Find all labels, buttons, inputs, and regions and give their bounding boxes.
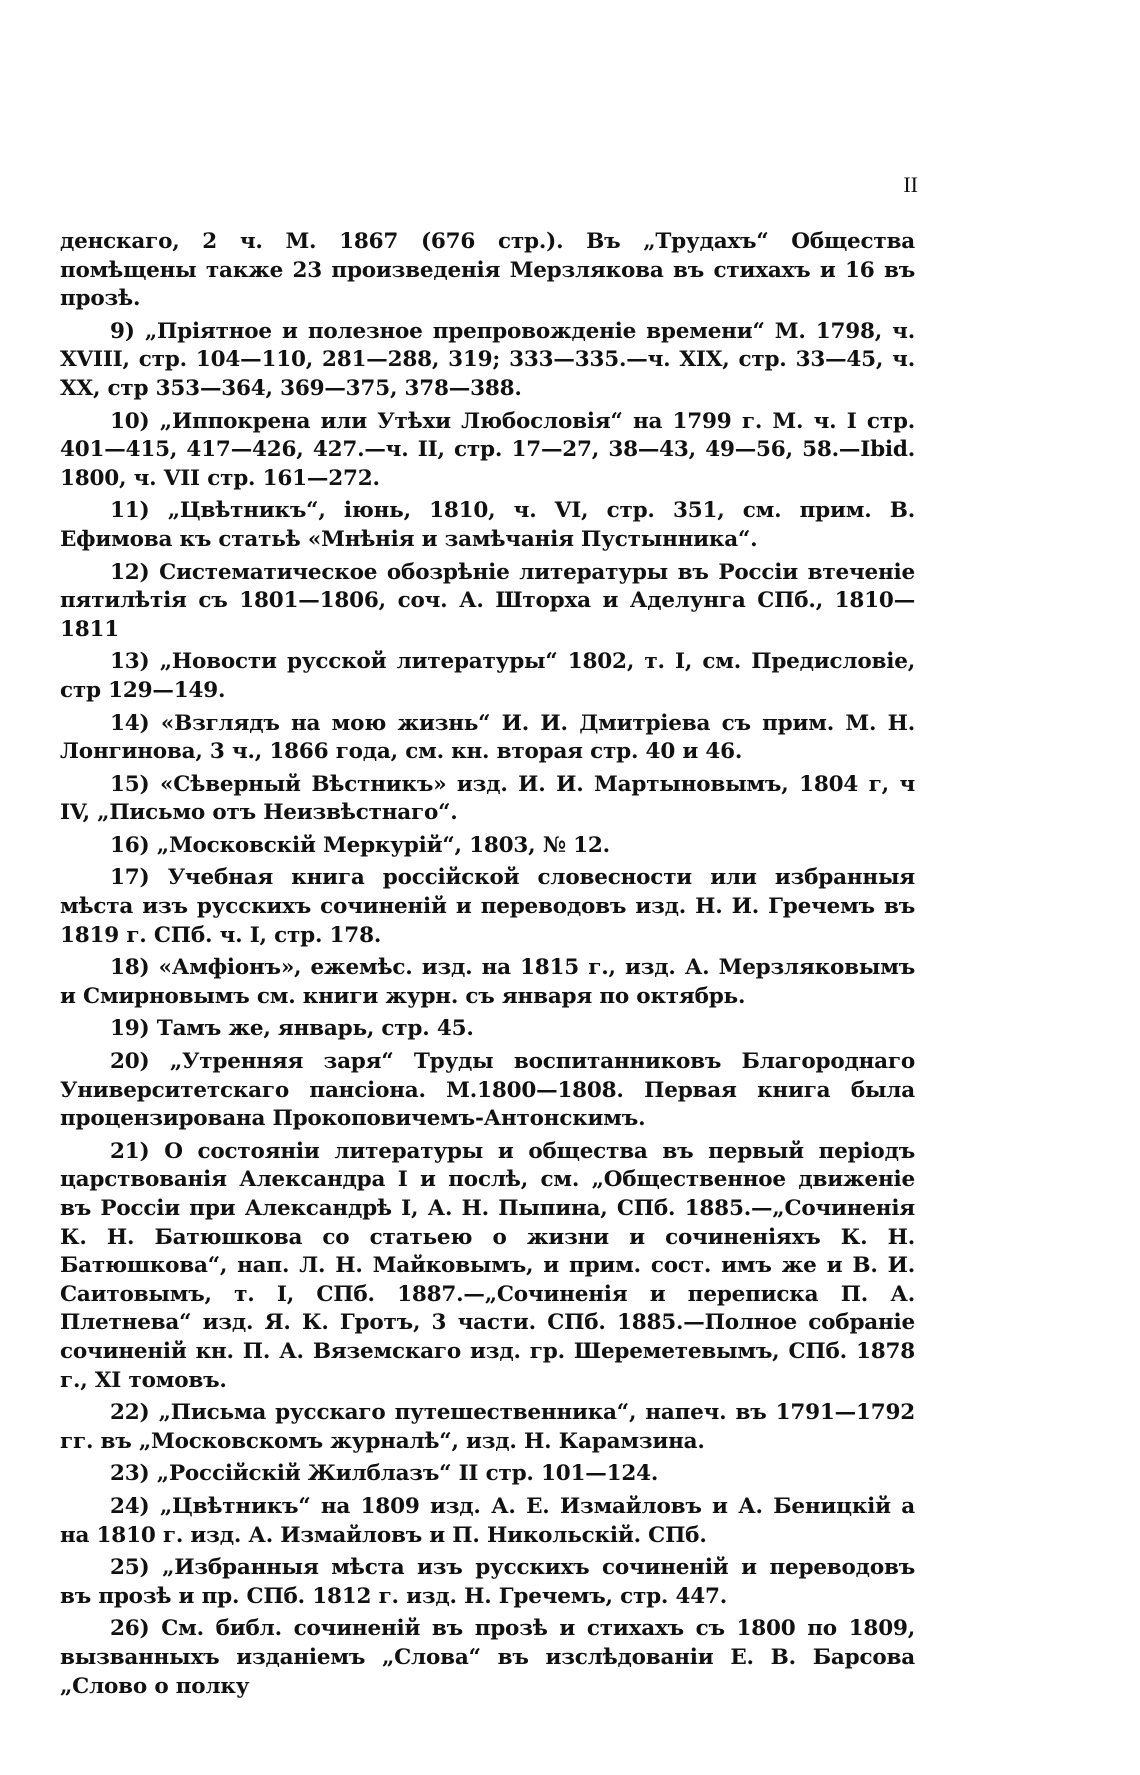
footnote-18: 18) «Амфіонъ», ежемѣс. изд. на 1815 г., изд. А. Мерзляковымъ и Смирновымъ см. книги журн. съ января по октябрь. bbox=[60, 955, 915, 1009]
footnote-10: 10) „Иппокрена или Утѣхи Любословія“ на 1799 г. М. ч. I стр. 401—415, 417—426, 427.—ч. II, стр. 17—27, 38—43, 49—56, 58.—Ibid. 1800, ч. VII стр. 161—272. bbox=[60, 408, 915, 491]
footnote-26: 26) См. библ. сочиненій въ прозѣ и стихахъ съ 1800 по 1809, вызванныхъ изданіемъ „Слова“ въ изслѣдованіи Е. В. Барсова „Слово о полку bbox=[60, 1616, 915, 1699]
footnote-15: 15) «Сѣверный Вѣстникъ» изд. И. И. Мартыновымъ, 1804 г, ч IV, „Письмо отъ Неизвѣстнаго“. bbox=[60, 771, 915, 826]
footnote-20: 20) „Утренняя заря“ Труды воспитанниковъ Благороднаго Университетскаго пансіона. М.1800—1808. Первая книга была процензирована Прокоповичемъ-Антонскимъ. bbox=[60, 1049, 915, 1132]
paragraph-continuation: денскаго, 2 ч. М. 1867 (676 стр.). Въ „Трудахъ“ Общества помѣщены также 23 произведенія Мерзлякова въ стихахъ и 16 въ прозѣ. bbox=[60, 229, 915, 312]
footnote-14: 14) «Взглядъ на мою жизнь“ И. И. Дмитріева съ прим. М. Н. Лонгинова, 3 ч., 1866 года, см. кн. вторая стр. 40 и 46. bbox=[60, 710, 915, 765]
footnote-22: 22) „Письма русскаго путешественника“, напеч. въ 1791—1792 гг. въ „Московскомъ журналѣ“, изд. Н. Карамзина. bbox=[60, 1400, 915, 1454]
footnote-17: 17) Учебная книга россійской словесности или избранныя мѣста изъ русскихъ сочиненій и переводовъ изд. Н. И. Гречемъ въ 1819 г. СПб. ч. I, стр. 178. bbox=[60, 865, 915, 948]
footnote-25: 25) „Избранныя мѣста изъ русскихъ сочиненій и переводовъ въ прозѣ и пр. СПб. 1812 г. изд. Н. Гречемъ, стр. 447. bbox=[60, 1555, 915, 1609]
footnote-21: 21) О состояніи литературы и общества въ первый періодъ царствованія Александра I и послѣ, см. „Общественное движеніе въ Россіи при Александрѣ I, А. Н. Пыпина, СПб. 1885.—„Сочиненія К. Н. Батюшкова со статьею о жизни и сочиненіяхъ К. Н. Батюшкова“, нап. Л. Н. Майковымъ, и прим. сост. имъ же и В. И. Саитовымъ, т. I, СПб. 1887.—„Сочиненія и переписка П. А. Плетнева“ изд. Я. К. Гротъ, 3 части. СПб. 1885.—Полное собраніе сочиненій кн. П. А. Вяземскаго изд. гр. Шереметевымъ, СПб. 1878 г., XI томовъ. bbox=[60, 1138, 915, 1393]
footnote-9: 9) „Пріятное и полезное препровожденіе времени“ М. 1798, ч. XVIII, стр. 104—110, 281—288, 319; 333—335.—ч. XIX, стр. 33—45, ч. XX, стр 353—364, 369—375, 378—388. bbox=[60, 318, 915, 401]
footnote-11: 11) „Цвѣтникъ“, іюнь, 1810, ч. VI, стр. 351, см. прим. В. Ефимова къ статьѣ «Мнѣнія и замѣчанія Пустынника“. bbox=[60, 498, 915, 552]
page-number: II bbox=[903, 172, 918, 197]
footnotes-body bbox=[60, 228, 915, 1705]
footnote-13: 13) „Новости русской литературы“ 1802, т. I, см. Предисловіе, стр 129—149. bbox=[60, 649, 915, 703]
footnote-23: 23) „Россійскій Жилблазъ“ II стр. 101—124. bbox=[110, 1461, 659, 1487]
footnote-19: 19) Тамъ же, январь, стр. 45. bbox=[110, 1016, 474, 1042]
footnote-16: 16) „Московскій Меркурій“, 1803, № 12. bbox=[110, 832, 610, 858]
footnote-24: 24) „Цвѣтникъ“ на 1809 изд. А. Е. Измайловъ и А. Беницкій а на 1810 г. изд. А. Измайловъ и П. Никольскій. СПб. bbox=[60, 1493, 915, 1548]
footnote-12: 12) Систематическое обозрѣніе литературы въ Россіи втеченіе пятилѣтія съ 1801—1806, соч. А. Шторха и Аделунга СПб., 1810—1811 bbox=[60, 559, 915, 642]
